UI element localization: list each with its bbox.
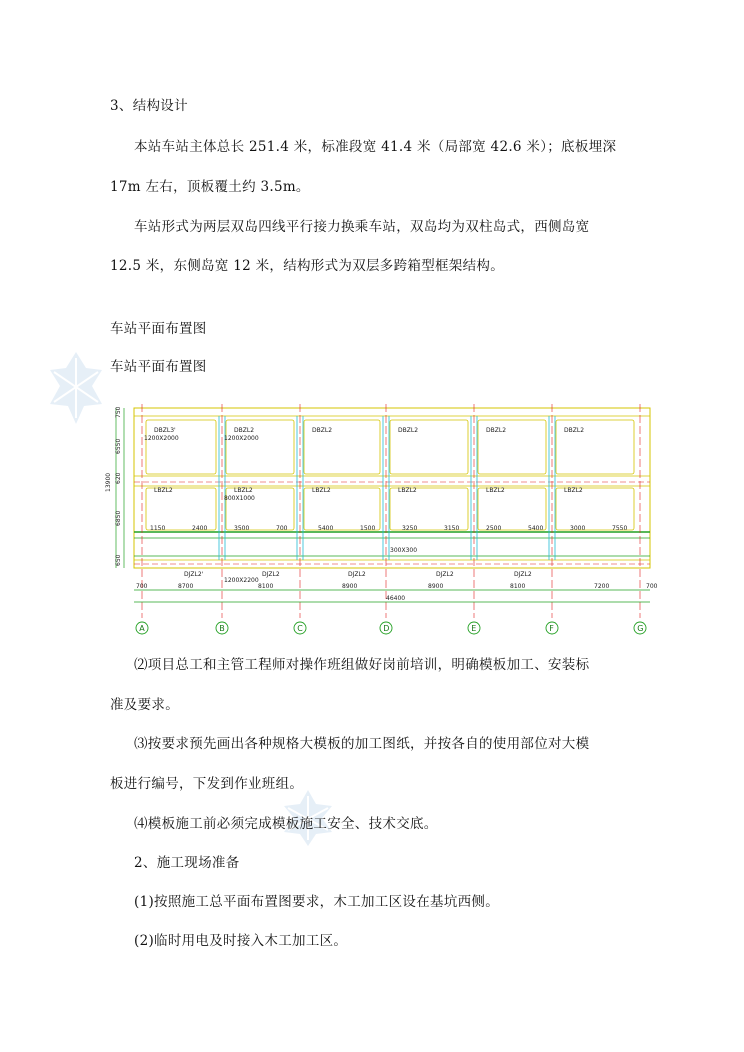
- platform-dim: 3000: [570, 525, 586, 532]
- mid-beam-label: LBZL2: [154, 487, 173, 494]
- prep-item-2: (2)临时用电及时接入木工加工区。: [134, 933, 348, 949]
- lower-bay: [146, 488, 216, 530]
- lower-bay: [556, 488, 634, 530]
- axis-label: E: [471, 624, 477, 633]
- top-beam-label: DBZL2: [564, 427, 585, 434]
- mid-beam-label: LBZL2: [486, 487, 505, 494]
- bottom-beam-size: 1200X2200: [224, 577, 259, 584]
- platform-dim: 5400: [318, 525, 334, 532]
- overall-dim: 46400: [386, 595, 406, 602]
- mid-beam-size: 800X1000: [224, 495, 255, 502]
- top-beam-size-2: 1200X2000: [224, 435, 259, 442]
- axis-label: G: [637, 624, 644, 633]
- axis-label: B: [219, 624, 225, 633]
- platform-dim: 3500: [234, 525, 250, 532]
- span-dim: 7200: [594, 583, 610, 590]
- bottom-beam-label: DJZL2: [262, 571, 280, 578]
- span-dim: 700: [646, 583, 658, 590]
- platform-dim: 5400: [528, 525, 544, 532]
- platform-dim: 2500: [486, 525, 502, 532]
- platform-dim: 3150: [444, 525, 460, 532]
- platform-dim: 1150: [150, 525, 166, 532]
- bottom-beam-label: DJZL2: [348, 571, 366, 578]
- top-beam-size-1: 1200X2000: [144, 435, 179, 442]
- bottom-beam-label: DJZL2: [514, 571, 532, 578]
- mid-beam-label: LBZL2: [312, 487, 331, 494]
- section-title: 3、结构设计: [110, 98, 188, 114]
- span-dim: 8100: [258, 583, 274, 590]
- platform-dim: 1500: [360, 525, 376, 532]
- left-dim-4: 6850: [115, 510, 122, 526]
- platform-dim: 2400: [192, 525, 208, 532]
- figure-caption-2: 车站平面布置图: [110, 359, 207, 375]
- top-beam-label: DBZL2: [486, 427, 507, 434]
- item-2-line-2: 准及要求。: [110, 697, 179, 713]
- mid-beam-label: LBZL2: [398, 487, 417, 494]
- station-plan-drawing: [105, 404, 658, 640]
- section-2-title: 2、施工现场准备: [134, 855, 240, 871]
- paragraph-2-line-1: 车站形式为两层双岛四线平行接力换乘车站，双岛均为双柱岛式，西侧岛宽: [134, 219, 590, 235]
- platform-dim: 700: [276, 525, 288, 532]
- top-beam-label: DBZL3': [154, 427, 176, 434]
- platform-dim: 7550: [612, 525, 628, 532]
- paragraph-1-line-2: 17m 左右，顶板覆土约 3.5m。: [110, 179, 310, 195]
- paragraph-2-line-2: 12.5 米，东侧岛宽 12 米，结构形式为双层多跨箱型框架结构。: [110, 258, 505, 274]
- left-total-dim: 13900: [105, 472, 112, 492]
- left-dim-5: 650: [115, 554, 122, 566]
- span-dim: 8900: [428, 583, 444, 590]
- span-dim: 700: [136, 583, 148, 590]
- axis-label: C: [297, 624, 303, 633]
- left-dim-1: 750: [115, 406, 122, 418]
- mid-beam-label: LBZL2: [234, 487, 253, 494]
- span-dim: 8100: [510, 583, 526, 590]
- paragraph-1-line-1: 本站车站主体总长 251.4 米，标准段宽 41.4 米（局部宽 42.6 米）；底板埋深: [134, 139, 617, 155]
- lower-bay: [390, 488, 468, 530]
- bottom-beam-label: DJZL2: [436, 571, 454, 578]
- left-dim-3: 620: [115, 472, 122, 484]
- top-beam-label: DBZL2: [398, 427, 419, 434]
- item-3-line-2: 板进行编号，下发到作业班组。: [110, 776, 304, 792]
- left-dim-2: 6550: [115, 438, 122, 454]
- bottom-extra-size: 300X300: [390, 547, 418, 554]
- platform-dim: 3250: [402, 525, 418, 532]
- axis-label: F: [549, 624, 554, 633]
- prep-item-1: (1)按照施工总平面布置图要求，木工加工区设在基坑西侧。: [134, 894, 500, 910]
- top-beam-label: DBZL2: [234, 427, 255, 434]
- lower-bay: [478, 488, 546, 530]
- top-beam-label: DBZL2: [312, 427, 333, 434]
- lower-bay: [304, 488, 380, 530]
- axis-label: A: [139, 624, 145, 633]
- item-3-line-1: ⑶按要求预先画出各种规格大模板的加工图纸，并按各自的使用部位对大模: [134, 736, 590, 752]
- figure-caption-1: 车站平面布置图: [110, 321, 207, 337]
- item-2-line-1: ⑵项目总工和主管工程师对操作班组做好岗前培训，明确模板加工、安装标: [134, 657, 590, 673]
- snowflake-watermark-left: [46, 348, 106, 428]
- span-dim: 8700: [178, 583, 194, 590]
- mid-beam-label: LBZL2: [564, 487, 583, 494]
- bottom-beam-label: DJZL2': [184, 571, 204, 578]
- item-4: ⑷模板施工前必须完成模板施工安全、技术交底。: [134, 816, 438, 832]
- span-dim: 8900: [342, 583, 358, 590]
- axis-label: D: [383, 624, 390, 633]
